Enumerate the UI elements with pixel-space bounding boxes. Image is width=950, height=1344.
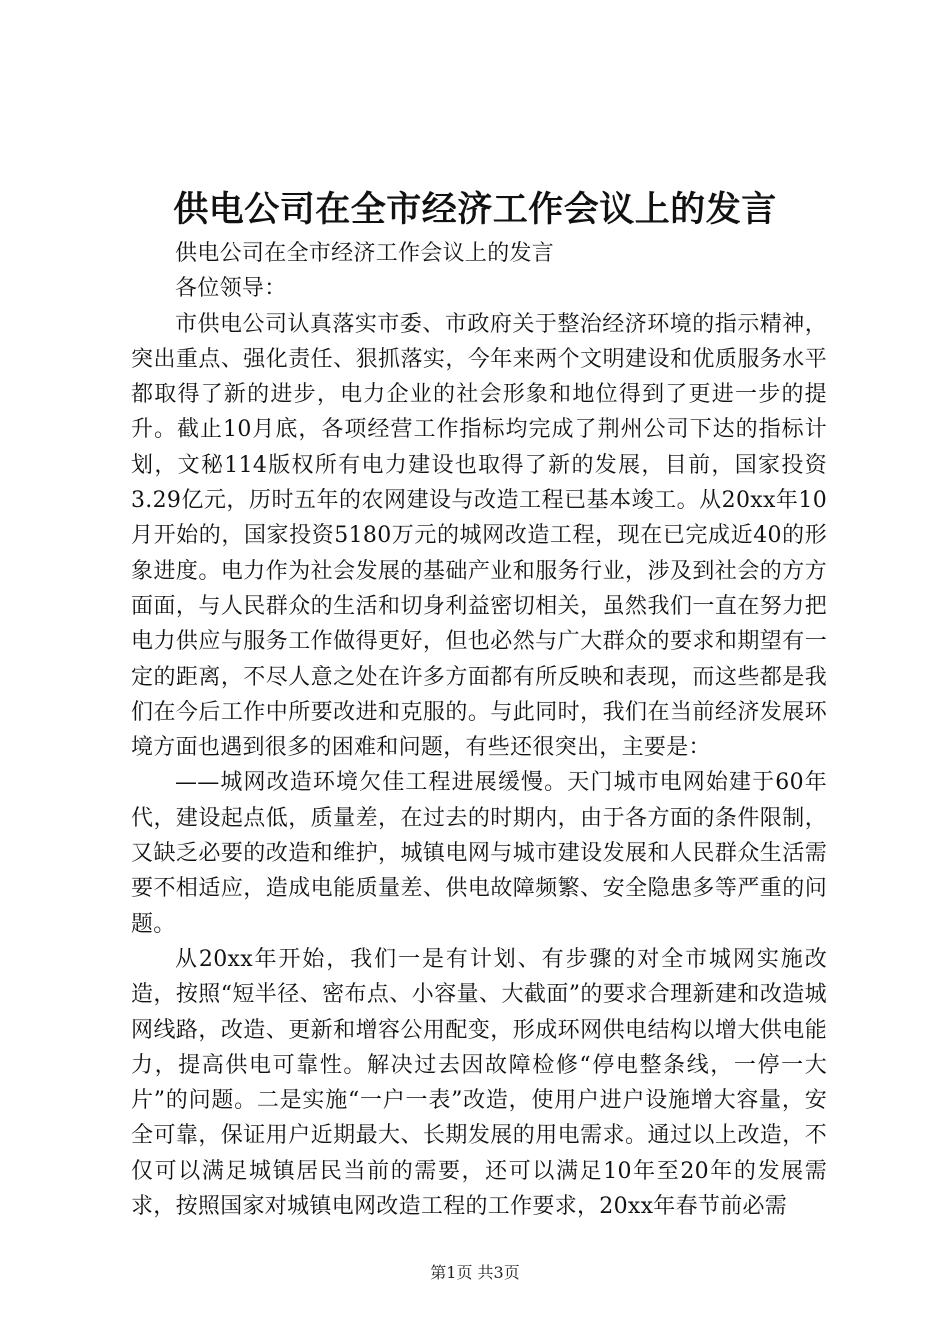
page-footer: 第1页 共3页: [430, 1263, 520, 1282]
paragraph: 市供电公司认真落实市委、市政府关于整治经济环境的指示精神，突出重点、强化责任、狠抓落实，今年来两个文明建设和优质服务水平都取得了新的进步，电力企业的社会形象和地位得到了更进一步的提升。截止10月底，各项经营工作指标均完成了荆州公司下达的指标计划，文秘114版权所有电力建设也取得了新的发展，目前，国家投资3.29亿元，历时五年的农网建设与改造工程已基本竣工。从20xx年10月开始的，国家投资5180万元的城网改造工程，现在已完成近40的形象进度。电力作为社会发展的基础产业和服务行业，涉及到社会的方方面面，与人民群众的生活和切身利益密切相关，虽然我们一直在努力把电力供应与服务工作做得更好，但也必然与广大群众的要求和期望有一定的距离，不尽人意之处在许多方面都有所反映和表现，而这些都是我们在今后工作中所要改进和克服的。与此同时，我们在当前经济发展环境方面也遇到很多的困难和问题，有些还很突出，主要是：: [131, 311, 827, 761]
paragraph: ——城网改造环境欠佳工程进展缓慢。天门城市电网始建于60年代，建设起点低，质量差，在过去的时期内，由于各方面的条件限制，又缺乏必要的改造和维护，城镇电网与城市建设发展和人民群众生活需要不相适应，造成电能质量差、供电故障频繁、安全隐患多等严重的问题。: [131, 770, 827, 937]
paragraph: 从20xx年开始，我们一是有计划、有步骤的对全市城网实施改造，按照“短半径、密布点、小容量、大截面”的要求合理新建和改造城网线路，改造、更新和增容公用配变，形成环网供电结构以增大供电能力，提高供电可靠性。解决过去因故障检修“停电整条线，一停一大片”的问题。二是实施“一户一表”改造，使用户进户设施增大容量，安全可靠，保证用户近期最大、长期发展的用电需求。通过以上改造，不仅可以满足城镇居民当前的需要，还可以满足10年至20年的发展需求，按照国家对城镇电网改造工程的工作要求，20xx年春节前必需: [131, 946, 827, 1220]
document-title: 供电公司在全市经济工作会议上的发言: [173, 189, 777, 230]
document-body: [131, 236, 827, 1224]
salutation: 各位领导：: [175, 276, 287, 302]
document-subtitle: 供电公司在全市经济工作会议上的发言: [175, 241, 555, 266]
